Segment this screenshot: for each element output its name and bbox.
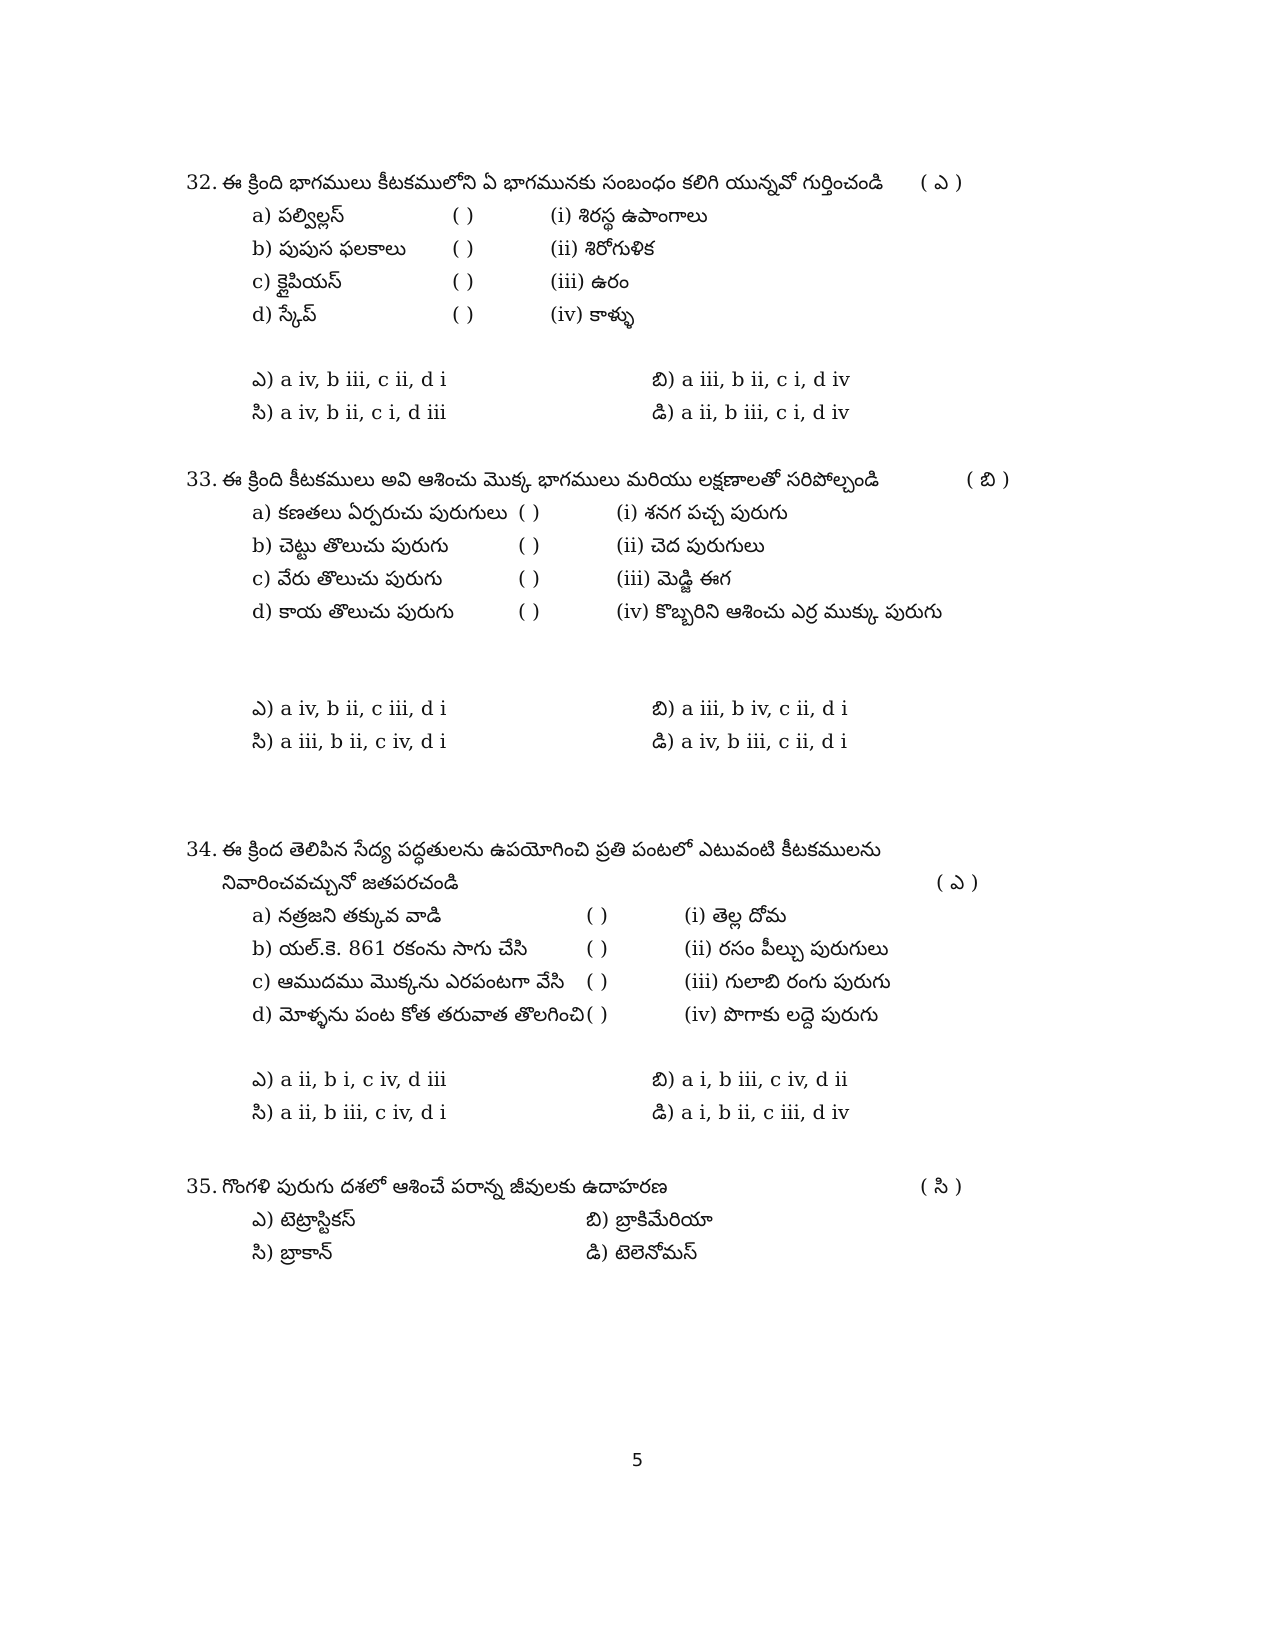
q34-text: ఈ క్రింద తెలిపిన సేద్య పద్ధతులను ఉపయోగించి ప్రతి పంటలో ఎటువంటి కీటకములను [222, 837, 882, 861]
q34-match-i: (i) తెల్ల దోమ [684, 903, 787, 927]
q32-number: 32. [186, 170, 218, 194]
q32-option-b: బి) a iii, b ii, c i, d iv [652, 367, 850, 391]
q33-bracket-b: ( ) [518, 533, 540, 557]
page-number: 5 [631, 1450, 644, 1471]
q33-number: 33. [186, 467, 218, 491]
q32-item-d: d) స్కేప్ [252, 302, 317, 326]
q34-match-iii: (iii) గులాబి రంగు పురుగు [684, 969, 891, 993]
q34-item-c: c) ఆముదము మొక్కను ఎరపంటగా వేసి [252, 969, 565, 993]
q35-text: గొంగళి పురుగు దశలో ఆశించే పరాన్న జీవులకు ఉదాహరణ [222, 1174, 668, 1198]
q32-match-iii: (iii) ఉరం [550, 269, 630, 293]
q33-option-b: బి) a iii, b iv, c ii, d i [652, 696, 848, 720]
q33-match-iii: (iii) మెడ్జి ఈగ [616, 566, 732, 590]
q34-bracket-b: ( ) [586, 936, 608, 960]
q34-number: 34. [186, 837, 218, 861]
q34-item-d: d) మోళ్ళను పంట కోత తరువాత తొలగించి [252, 1002, 585, 1026]
q35-option-d: డి) టెలెనోమస్ [586, 1240, 698, 1264]
q33-option-c: సి) a iii, b ii, c iv, d i [252, 729, 447, 753]
q32-text: ఈ క్రింది భాగములు కీటకములోని ఏ భాగమునకు సంబంధం కలిగి యున్నవో గుర్తించండి [222, 170, 884, 194]
q32-match-ii: (ii) శిరోగుళిక [550, 236, 655, 260]
q34-option-c: సి) a ii, b iii, c iv, d i [252, 1100, 447, 1124]
q33-option-d: డి) a iv, b iii, c ii, d i [652, 729, 847, 753]
q35-answer: ( సి ) [920, 1174, 963, 1198]
q33-bracket-d: ( ) [518, 599, 540, 623]
q33-answer: ( బి ) [966, 467, 1010, 491]
q33-bracket-c: ( ) [518, 566, 540, 590]
q35-option-b: బి) బ్రాకిమేరియా [586, 1207, 713, 1231]
q33-option-a: ఎ) a iv, b ii, c iii, d i [252, 696, 447, 720]
q34-answer: ( ఎ ) [936, 870, 979, 894]
q32-bracket-b: ( ) [452, 236, 474, 260]
q32-match-i: (i) శిరస్థ ఉపాంగాలు [550, 203, 708, 227]
q32-bracket-d: ( ) [452, 302, 474, 326]
q34-match-ii: (ii) రసం పీల్చు పురుగులు [684, 936, 889, 960]
q34-bracket-a: ( ) [586, 903, 608, 927]
q33-item-b: b) చెట్టు తొలుచు పురుగు [252, 533, 449, 557]
q35-option-a: ఎ) టెట్రాస్టికస్ [252, 1207, 356, 1231]
q32-option-c: సి) a iv, b ii, c i, d iii [252, 400, 447, 424]
q32-item-b: b) పుపుస ఫలకాలు [252, 236, 407, 260]
q33-item-a: a) కణతలు ఏర్పరుచు పురుగులు [252, 500, 508, 524]
q34-match-iv: (iv) పొగాకు లద్దె పురుగు [684, 1002, 879, 1026]
q34-option-a: ఎ) a ii, b i, c iv, d iii [252, 1067, 447, 1091]
q35-option-c: సి) బ్రాకాన్ [252, 1240, 333, 1264]
q33-match-ii: (ii) చెద పురుగులు [616, 533, 765, 557]
q34-item-a: a) నత్రజని తక్కువ వాడి [252, 903, 442, 927]
q32-option-d: డి) a ii, b iii, c i, d iv [652, 400, 850, 424]
q32-bracket-c: ( ) [452, 269, 474, 293]
q34-bracket-c: ( ) [586, 969, 608, 993]
q34-option-b: బి) a i, b iii, c iv, d ii [652, 1067, 848, 1091]
q34-text-continued: నివారించవచ్చునో జతపరచండి [222, 870, 459, 894]
q32-option-a: ఎ) a iv, b iii, c ii, d i [252, 367, 447, 391]
q32-item-a: a) పల్విల్లస్ [252, 203, 345, 227]
q33-item-d: d) కాయ తొలుచు పురుగు [252, 599, 455, 623]
q33-match-i: (i) శనగ పచ్చ పురుగు [616, 500, 788, 524]
q33-text: ఈ క్రింది కీటకములు అవి ఆశించు మొక్క భాగములు మరియు లక్షణాలతో సరిపోల్చండి [222, 467, 880, 491]
q35-number: 35. [186, 1174, 218, 1198]
q32-match-iv: (iv) కాళ్ళు [550, 302, 635, 326]
q32-bracket-a: ( ) [452, 203, 474, 227]
q34-option-d: డి) a i, b ii, c iii, d iv [652, 1100, 850, 1124]
q32-item-c: c) క్లైపియస్ [252, 269, 342, 293]
q34-item-b: b) యల్.కె. 861 రకంను సాగు చేసి [252, 936, 528, 960]
q34-bracket-d: ( ) [586, 1002, 608, 1026]
q33-item-c: c) వేరు తొలుచు పురుగు [252, 566, 443, 590]
q32-answer: ( ఎ ) [920, 170, 963, 194]
q33-bracket-a: ( ) [518, 500, 540, 524]
q33-match-iv: (iv) కొబ్బరిని ఆశించు ఎర్ర ముక్కు పురుగు [616, 599, 943, 623]
